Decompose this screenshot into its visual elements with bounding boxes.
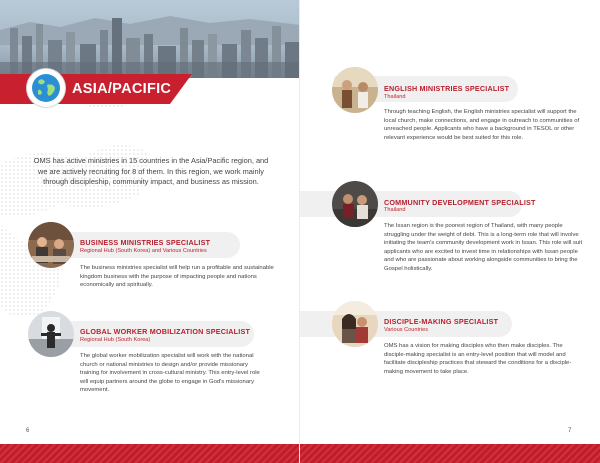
role-description: The Issan region is the poorest region of Thailand, with many people struggling under the weight of debt. This is a long-term role that will involve initiating the team's community development work in Issan. This role will suit applicants who are excited to invest time in relationships with Issan people and who are passionate about working alongside communities to bring the Gospel holistically. xyxy=(384,223,583,272)
role-photo-community xyxy=(332,181,378,227)
role-description: OMS has a vision for making disciples who then make disciples. The disciple-making specialist is an entry-level position that will model and facilitate discipleship practices that steward the conditions for a disciple-making movement to take place. xyxy=(384,343,572,375)
role-description: The global worker mobilization specialist will work with the national church or national ministries to design and/or provide missionary training for involvement in cross-cultural ministry. This entry-level role will equip partners around the globe to engage in God's missionary movement. xyxy=(80,353,260,394)
role-photo-disciple xyxy=(332,301,378,347)
role-location: Various Countries xyxy=(384,327,429,333)
role-title: BUSINESS MINISTRIES SPECIALIST xyxy=(80,238,211,247)
role-location: Thailand xyxy=(384,207,406,213)
globe-icon xyxy=(27,69,65,107)
role-photo-english xyxy=(332,67,378,113)
page-number: 6 xyxy=(26,428,30,434)
city-skyline-photo xyxy=(0,0,300,78)
role-title: DISCIPLE-MAKING SPECIALIST xyxy=(384,317,499,326)
region-title: ASIA/PACIFIC xyxy=(72,81,172,97)
page-number: 7 xyxy=(568,428,572,434)
role-location: Regional Hub (South Korea) and Various Countries xyxy=(80,248,207,254)
role-title: COMMUNITY DEVELOPMENT SPECIALIST xyxy=(384,198,536,207)
footer-stripe xyxy=(300,444,600,463)
banner-tail xyxy=(170,74,192,104)
region-intro: OMS has active ministries in 15 countries in the Asia/Pacific region, and we are actively recruiting for 8 of them. In this region, we work mainly through discipleship, community impact, and business as mission. xyxy=(33,156,269,187)
role-description: Through teaching English, the English ministries specialist will support the local church, make connections, and engage in outreach to communities of unreached people. Applicants who have a background in TESOL or other relevant experience would be best suited for this role. xyxy=(384,109,580,141)
role-photo-business xyxy=(28,222,74,268)
right-page xyxy=(300,0,600,463)
footer-stripe xyxy=(0,444,300,463)
role-title: ENGLISH MINISTRIES SPECIALIST xyxy=(384,84,510,93)
role-description: The business ministries specialist will help run a profitable and sustainable kingdom business with the purpose of impacting people and nations economically and spiritually. xyxy=(80,265,274,289)
role-location: Thailand xyxy=(384,94,406,100)
role-title: GLOBAL WORKER MOBILIZATION SPECIALIST xyxy=(80,327,251,336)
role-location: Regional Hub (South Korea) xyxy=(80,337,151,343)
role-photo-mobilization xyxy=(28,311,74,357)
